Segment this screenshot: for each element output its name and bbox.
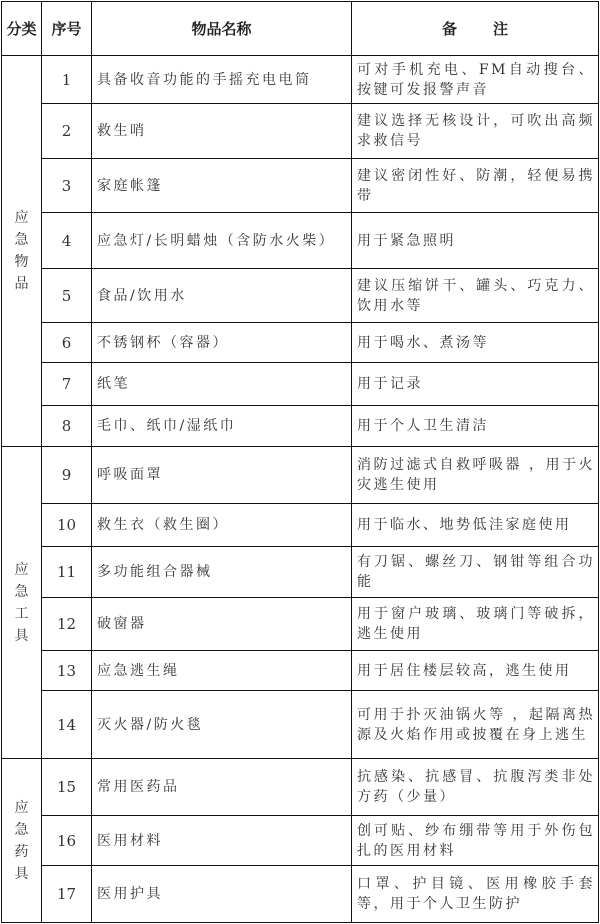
table-row — [2, 759, 599, 816]
item-name: 医用护具 — [92, 866, 352, 923]
category-cell — [2, 56, 42, 447]
item-name: 医用材料 — [92, 816, 352, 866]
header-category: 分类 — [2, 2, 42, 56]
item-remark: 消防过滤式自救呼吸器 ，用于火灾逃生使用 — [352, 447, 599, 504]
item-remark: 用于临水、地势低洼家庭使用 — [352, 504, 599, 547]
header-item-name: 物品名称 — [92, 2, 352, 56]
table-row — [2, 598, 599, 651]
item-remark: 用于喝水、煮汤等 — [352, 323, 599, 363]
category-label: 应急工具 — [14, 561, 29, 644]
item-name: 应急灯/长明蜡烛（含防水火柴） — [92, 213, 352, 269]
item-remark: 有刀锯、螺丝刀、钢钳等组合功能 — [352, 547, 599, 598]
item-number: 5 — [42, 269, 92, 323]
item-number: 10 — [42, 504, 92, 547]
table-row — [2, 56, 599, 104]
item-remark: 用于个人卫生清洁 — [352, 406, 599, 447]
category-label: 应急药具 — [14, 799, 29, 882]
table-row — [2, 866, 599, 923]
item-number: 17 — [42, 866, 92, 923]
item-number: 16 — [42, 816, 92, 866]
table-row — [2, 447, 599, 504]
item-name: 灭火器/防火毯 — [92, 691, 352, 759]
item-number: 14 — [42, 691, 92, 759]
item-remark: 建议压缩饼干、罐头、巧克力、饮用水等 — [352, 269, 599, 323]
item-remark: 可对手机充电、FM自动搜台、按键可发报警声音 — [352, 56, 599, 104]
table-row — [2, 406, 599, 447]
table-row — [2, 504, 599, 547]
table-row — [2, 651, 599, 691]
item-number: 6 — [42, 323, 92, 363]
table-row — [2, 269, 599, 323]
table-row — [2, 691, 599, 759]
item-name: 食品/饮用水 — [92, 269, 352, 323]
header-number: 序号 — [42, 2, 92, 56]
item-number: 12 — [42, 598, 92, 651]
item-number: 3 — [42, 159, 92, 213]
item-number: 15 — [42, 759, 92, 816]
item-name: 多功能组合器械 — [92, 547, 352, 598]
item-name: 破窗器 — [92, 598, 352, 651]
emergency-supplies-table — [1, 1, 599, 923]
item-remark: 建议选择无核设计，可吹出高频求救信号 — [352, 104, 599, 159]
item-remark: 抗感染、抗感冒、抗腹泻类非处方药（少量） — [352, 759, 599, 816]
category-label: 应急物品 — [14, 210, 29, 292]
item-remark: 用于紧急照明 — [352, 213, 599, 269]
table-row — [2, 323, 599, 363]
table-row — [2, 104, 599, 159]
item-remark: 用于窗户玻璃、玻璃门等破拆，逃生使用 — [352, 598, 599, 651]
item-remark: 口罩、护目镜、医用橡胶手套等，用于个人卫生防护 — [352, 866, 599, 923]
table-row — [2, 213, 599, 269]
item-name: 毛巾、纸巾/湿纸巾 — [92, 406, 352, 447]
category-cell — [2, 447, 42, 759]
header-remark: 备 注 — [352, 2, 599, 56]
item-name: 救生哨 — [92, 104, 352, 159]
item-number: 11 — [42, 547, 92, 598]
item-remark: 建议密闭性好、防潮，轻便易携带 — [352, 159, 599, 213]
item-number: 1 — [42, 56, 92, 104]
item-remark: 用于记录 — [352, 363, 599, 406]
item-number: 4 — [42, 213, 92, 269]
table-row — [2, 547, 599, 598]
item-number: 9 — [42, 447, 92, 504]
item-name: 救生衣（救生圈） — [92, 504, 352, 547]
item-name: 家庭帐篷 — [92, 159, 352, 213]
table-row — [2, 159, 599, 213]
item-number: 7 — [42, 363, 92, 406]
item-name: 常用医药品 — [92, 759, 352, 816]
item-remark: 创可贴、纱布绷带等用于外伤包扎的医用材料 — [352, 816, 599, 866]
table-header-row — [2, 2, 599, 56]
table-row — [2, 816, 599, 866]
item-name: 纸笔 — [92, 363, 352, 406]
item-number: 13 — [42, 651, 92, 691]
item-name: 不锈钢杯（容器） — [92, 323, 352, 363]
item-number: 8 — [42, 406, 92, 447]
item-remark: 用于居住楼层较高，逃生使用 — [352, 651, 599, 691]
item-name: 具备收音功能的手摇充电电筒 — [92, 56, 352, 104]
item-number: 2 — [42, 104, 92, 159]
table-row — [2, 363, 599, 406]
table-body — [2, 56, 599, 923]
item-remark: 可用于扑灭油锅火等 ，起隔离热源及火焰作用或披覆在身上逃生 — [352, 691, 599, 759]
item-name: 呼吸面罩 — [92, 447, 352, 504]
category-cell — [2, 759, 42, 923]
item-name: 应急逃生绳 — [92, 651, 352, 691]
